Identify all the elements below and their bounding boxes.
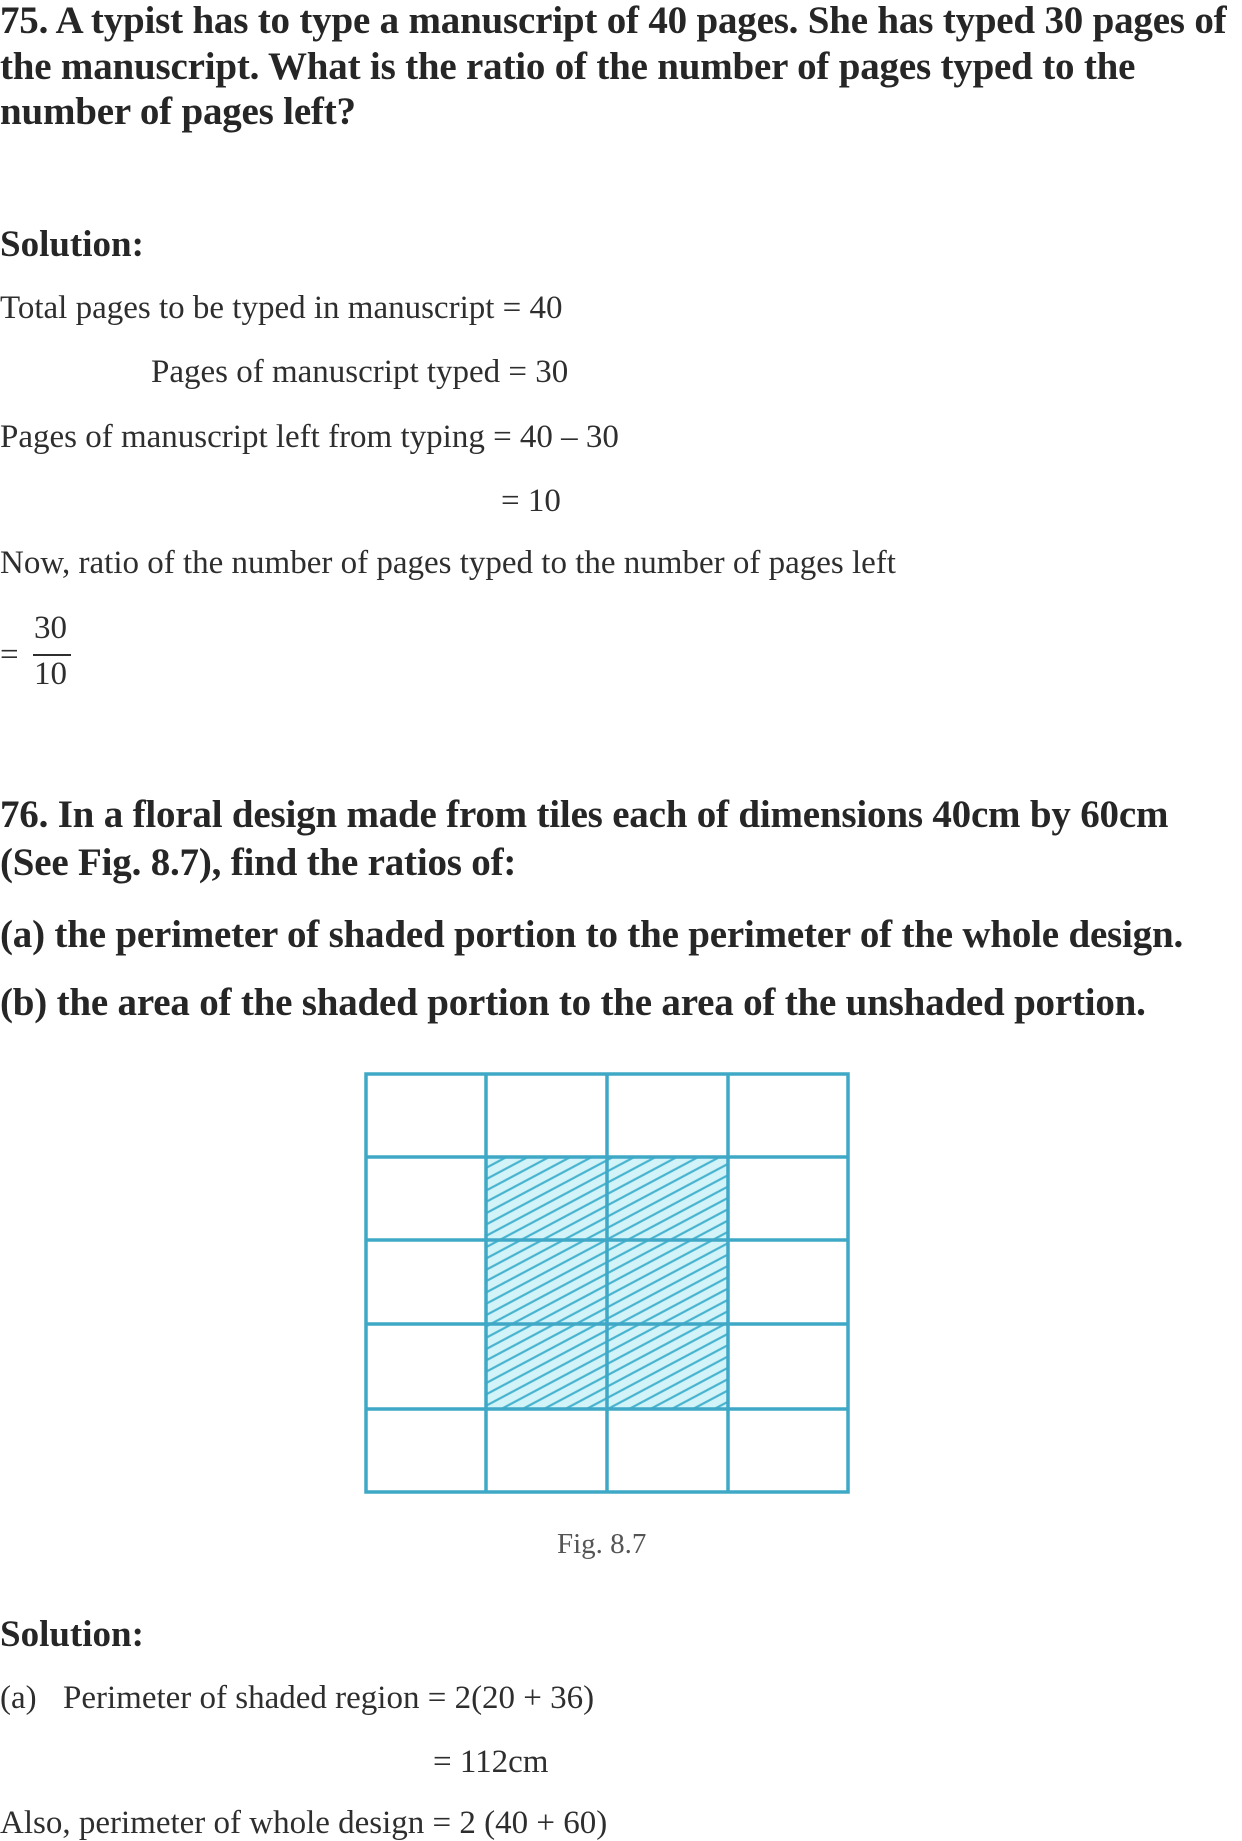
solution-heading: Solution: <box>0 1614 144 1655</box>
solution-step: Now, ratio of the number of pages typed to the number of pages left <box>0 545 896 581</box>
fraction-equals: = <box>0 637 19 673</box>
solution-step: Pages of manuscript typed = 30 <box>151 354 569 390</box>
solution-step: Also, perimeter of whole design = 2 (40 + 60) <box>0 1805 608 1841</box>
figure-caption: Fig. 8.7 <box>557 1528 647 1560</box>
solution-heading: Solution: <box>0 224 144 265</box>
question-76-line-2: (See Fig. 8.7), find the ratios of: <box>0 841 517 884</box>
solution-step: Pages of manuscript left from typing = 40 – 30 <box>0 419 619 455</box>
question-76-part-b: (b) the area of the shaded portion to the area of the unshaded portion. <box>0 981 1146 1024</box>
tile-design-figure <box>364 1072 850 1499</box>
question-76-part-a: (a) the perimeter of shaded portion to the perimeter of the whole design. <box>0 913 1184 956</box>
solution-step: = 112cm <box>433 1744 549 1780</box>
question-75-line-2: the manuscript. What is the ratio of the number of pages typed to the <box>0 45 1136 88</box>
question-76-line-1: 76. In a floral design made from tiles each of dimensions 40cm by 60cm <box>0 793 1169 836</box>
tile-grid-diagram <box>364 1072 850 1494</box>
fraction-numerator: 30 <box>34 610 67 646</box>
solution-part-label: (a) <box>0 1680 37 1716</box>
fraction-denominator: 10 <box>34 656 67 692</box>
question-75-line-3: number of pages left? <box>0 90 356 133</box>
solution-step: = 10 <box>501 483 561 519</box>
solution-step: Perimeter of shaded region = 2(20 + 36) <box>63 1680 595 1716</box>
question-75-line-1: 75. A typist has to type a manuscript of 40 pages. She has typed 30 pages of <box>0 0 1227 42</box>
solution-step: Total pages to be typed in manuscript = 40 <box>0 290 563 326</box>
